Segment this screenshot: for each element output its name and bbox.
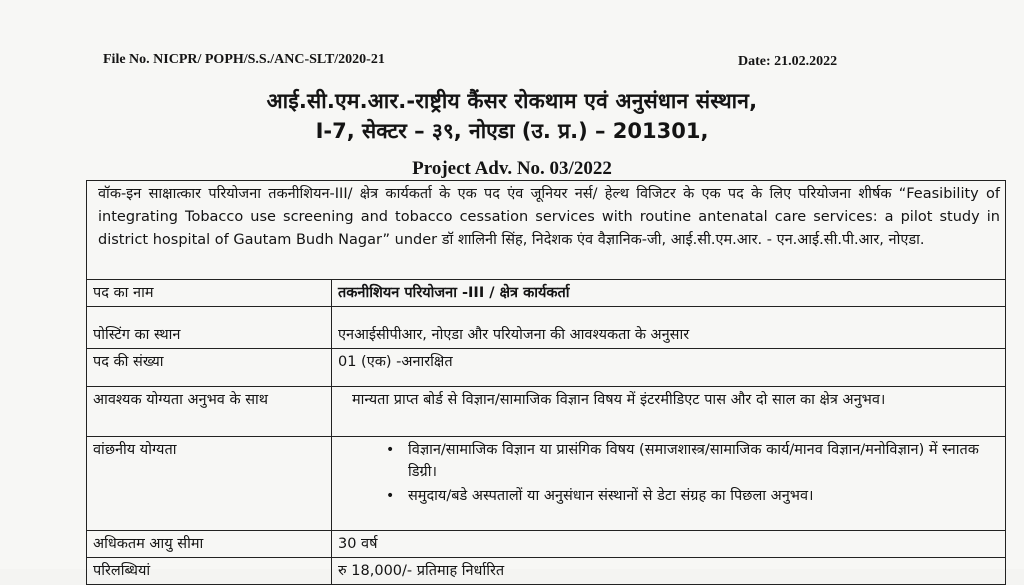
row-label: पोस्टिंग का स्थान [87,307,332,349]
list-item [386,439,999,483]
table-row [87,437,1006,531]
row-label: पद का नाम [87,280,332,307]
intro-text-hindi-1: वॉक-इन साक्षात्कार परियोजना तकनीशियन-III/ क्षेत्र कार्यकर्ता के एक पद एंव जूनियर नर्स/ हेल्थ विजिटर के एक पद के लिए परियोजना शीर्षक [98,186,899,202]
post-count-value: 01 (एक) -अनारक्षित [332,349,1006,387]
intro-paragraph [98,183,1000,252]
row-label: आवश्यक योग्यता अनुभव के साथ [87,387,332,437]
posting-place-value: एनआईसीपीआर, नोएडा और परियोजना की आवश्यकता के अनुसार [332,307,1006,349]
institute-name: आई.सी.एम.आर.-राष्ट्रीय कैंसर रोकथाम एवं अनुसंधान संस्थान, [266,89,758,113]
table-row [87,387,1006,437]
max-age-value: 30 वर्ष [332,531,1006,558]
row-label: वांछनीय योग्यता [87,437,332,531]
essential-qualification-value: मान्यता प्राप्त बोर्ड से विज्ञान/सामाजिक विज्ञान विषय में इंटरमीडिएट पास और दो साल का क्षेत्र अनुभव। [332,387,1006,437]
project-title: “Feasibility of integrating Tobacco use screening and tobacco cessation services with routine antenatal care services: a pilot study in district hospital of Gautam Budh Nagar” under [98,186,1001,248]
bullet-icon: • [386,488,395,504]
table-row [87,349,1006,387]
row-label: परिलब्धियां [87,558,332,585]
file-number: File No. NICPR/ POPH/S.S./ANC-SLT/2020-21 [103,52,385,67]
intro-text-hindi-2: डॉ शालिनी सिंह, निदेशक एंव वैज्ञानिक-जी, आई.सी.एम.आर. - एन.आई.सी.पी.आर, नोएडा. [437,232,925,248]
post-name-value: तकनीशियन परियोजना -III / क्षेत्र कार्यकर्ता [332,280,1006,307]
list-item-text: विज्ञान/सामाजिक विज्ञान या प्रासंगिक विषय (समाजशास्त्र/सामाजिक कार्य/मानव विज्ञान/मनोविज्ञान) में स्नातक डिग्री। [408,442,979,480]
project-advertisement-number: Project Adv. No. 03/2022 [412,158,612,179]
desirable-qualification-list [338,439,999,507]
bullet-icon: • [386,442,395,458]
details-table [86,279,1006,585]
row-label: अधिकतम आयु सीमा [87,531,332,558]
table-row [87,558,1006,585]
table-row [87,280,1006,307]
list-item-text: समुदाय/बडे अस्पतालों या अनुसंधान संस्थानों से डेटा संग्रह का पिछला अनुभव। [408,488,814,504]
row-label: पद की संख्या [87,349,332,387]
institute-address: I-7, सेक्टर – ३९, नोएडा (उ. प्र.) – 201301, [315,119,709,143]
emoluments-value: रु 18,000/- प्रतिमाह निर्धारित [332,558,1006,585]
desirable-qualification-value [332,437,1006,531]
document-date: Date: 21.02.2022 [738,54,838,69]
table-row [87,531,1006,558]
list-item [386,485,999,507]
table-row [87,307,1006,349]
